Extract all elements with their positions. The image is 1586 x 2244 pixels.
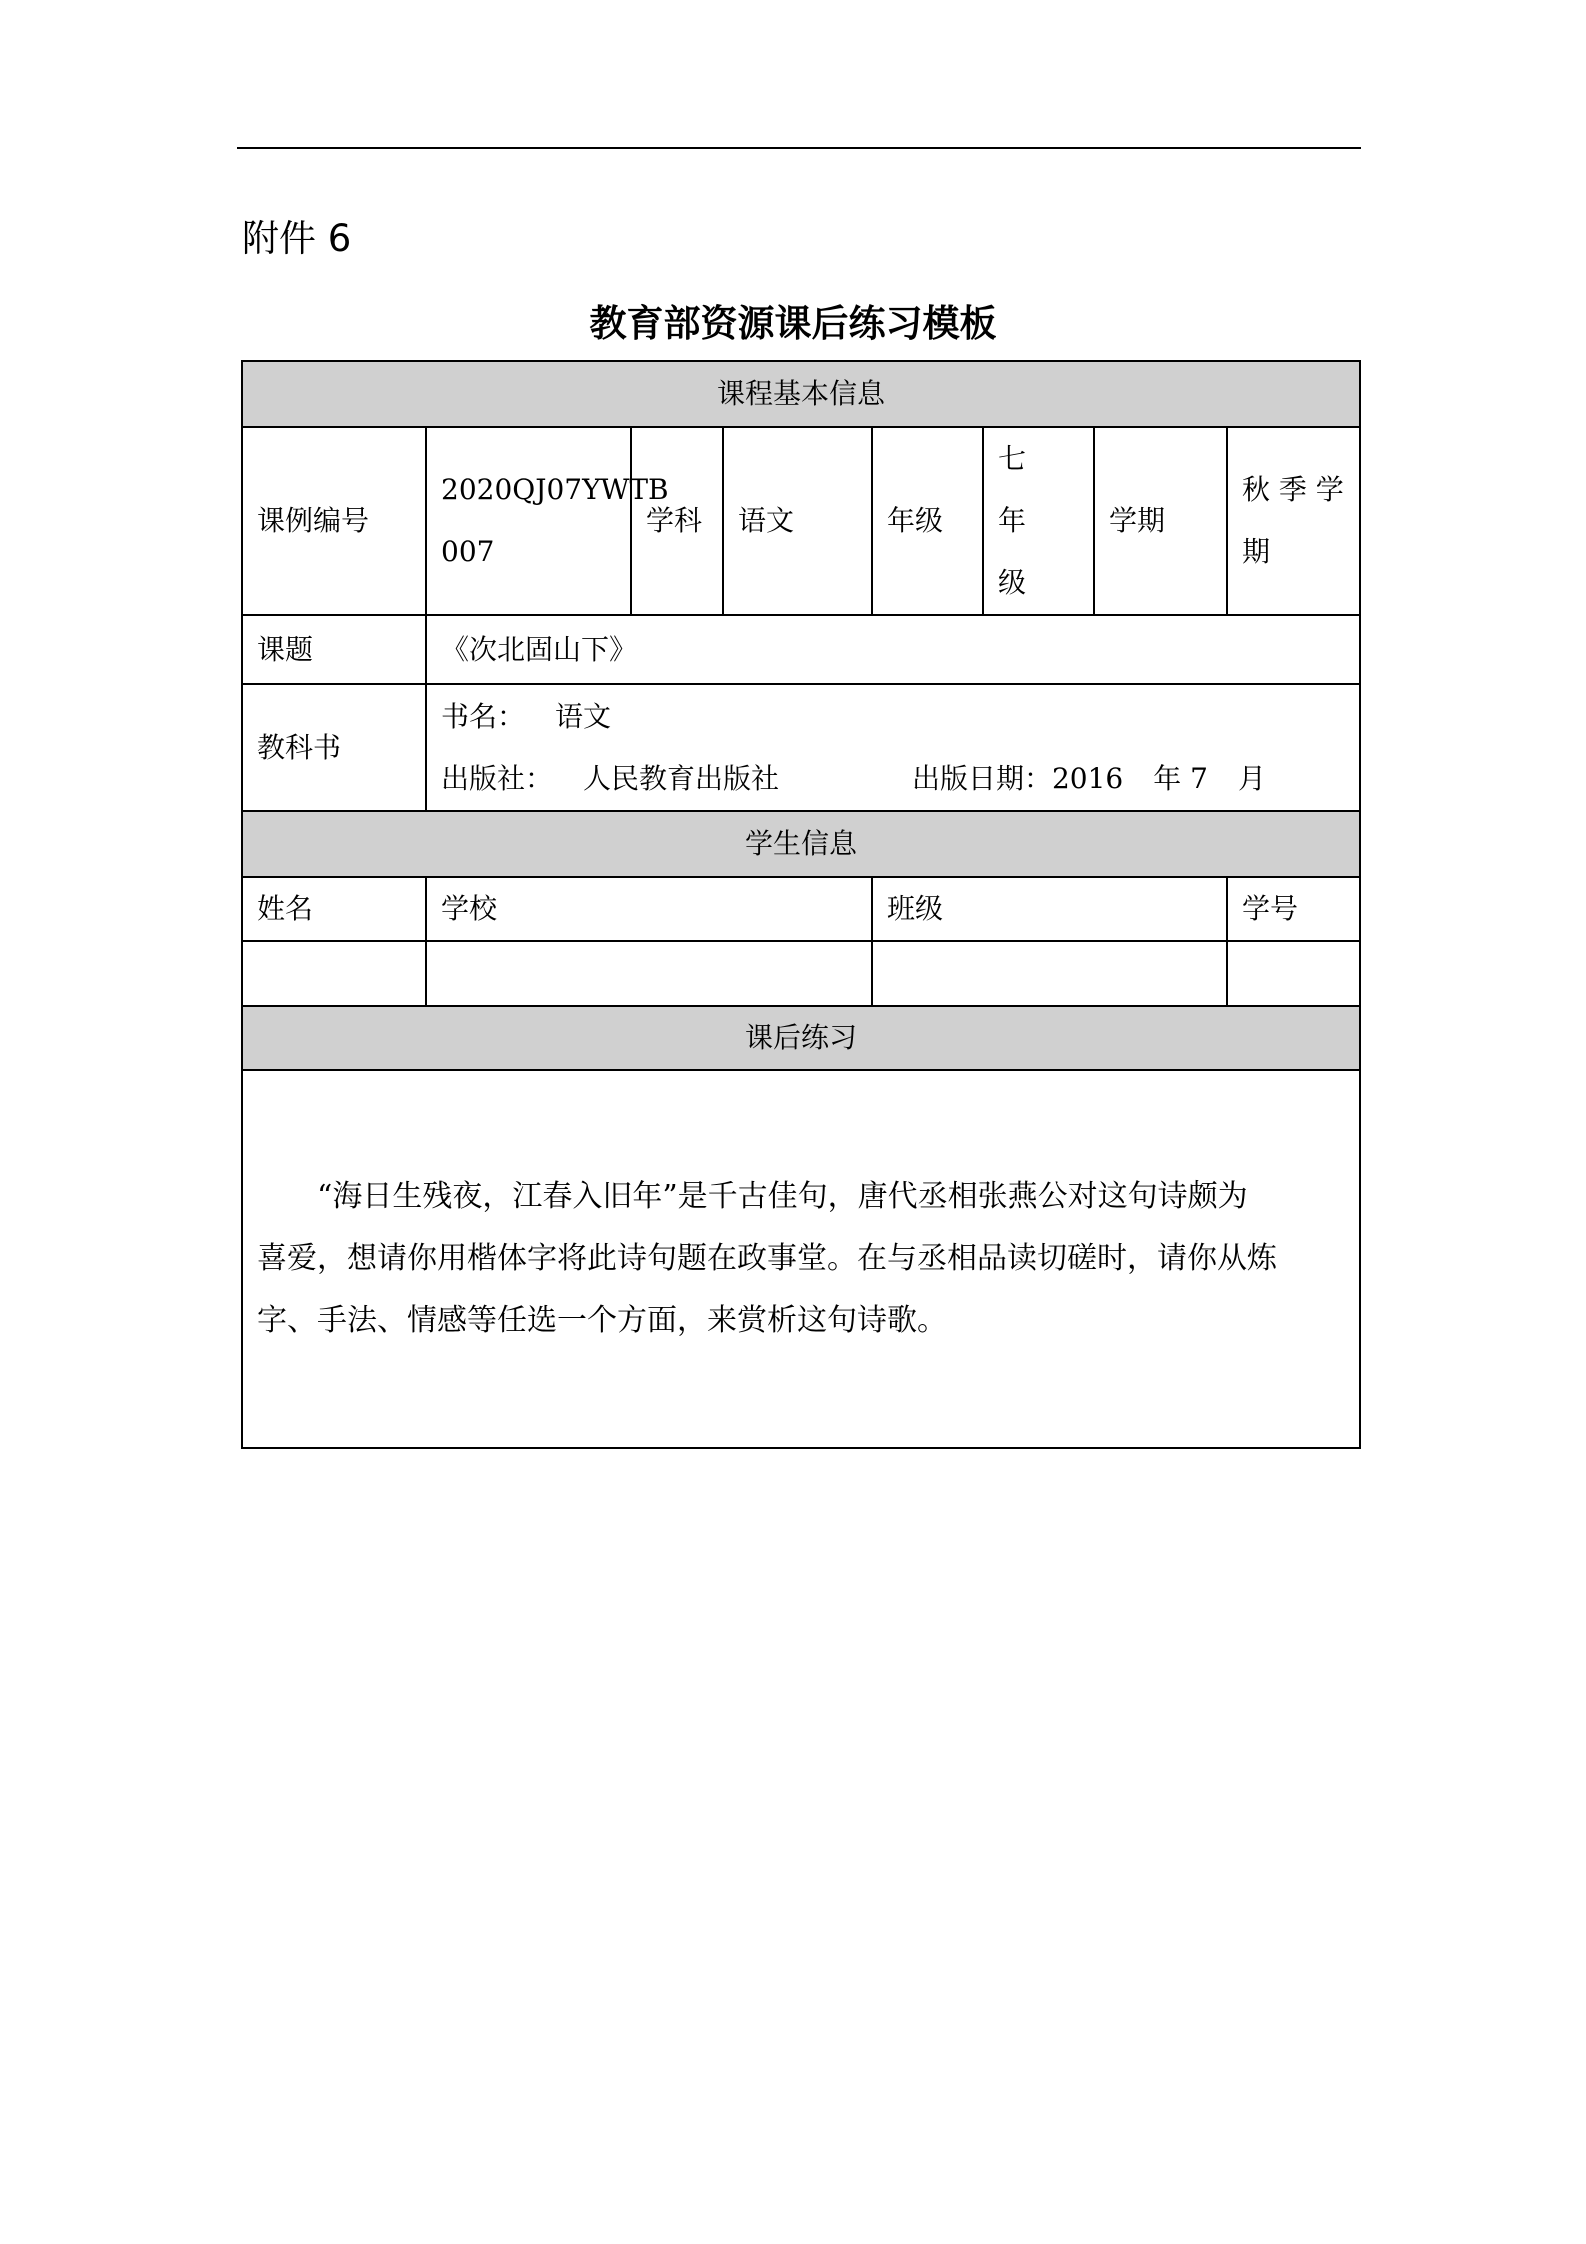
grade-value [983, 427, 1094, 615]
attachment-label: 附件 6 [242, 217, 352, 260]
term-line2: 期 [1242, 535, 1271, 568]
publisher-value: 人民教育出版社 [583, 761, 780, 795]
subject-label: 学科 [631, 427, 723, 615]
pub-month: 7 [1190, 761, 1208, 795]
month-char: 月 [1237, 761, 1266, 795]
header-rule [237, 147, 1361, 149]
textbook-label: 教科书 [242, 684, 426, 811]
book-name-label: 书名： [441, 699, 526, 733]
name-label: 姓名 [242, 877, 426, 941]
exercise-section-header: 课后练习 [242, 1006, 1360, 1070]
book-name-value: 语文 [555, 699, 612, 733]
publisher-line [441, 748, 1345, 810]
student-id-field[interactable] [1227, 941, 1360, 1006]
term-label: 学期 [1094, 427, 1227, 615]
school-label: 学校 [426, 877, 872, 941]
lesson-no-line2: 007 [441, 535, 495, 568]
year-char: 年 [1153, 761, 1182, 795]
lesson-no-value [426, 427, 669, 615]
class-field[interactable] [872, 941, 1227, 1006]
document-title: 教育部资源课后练习模板 [589, 302, 997, 345]
publisher-label: 出版社： [441, 761, 554, 795]
name-field[interactable] [242, 941, 426, 1006]
term-line1: 秋 季 学 [1242, 473, 1344, 506]
subject-value: 语文 [723, 427, 872, 615]
school-field[interactable] [426, 941, 872, 1006]
student-id-label: 学号 [1227, 877, 1360, 941]
student-info-section-header: 学生信息 [242, 811, 1360, 877]
course-info-section-header: 课程基本信息 [242, 361, 1360, 427]
exercise-line1: “海日生残夜，江春入旧年”是千古佳句，唐代丞相张燕公对这句诗颇为 [317, 1179, 1248, 1214]
pub-date-label: 出版日期： [911, 761, 1052, 795]
exercise-line2: 喜爱，想请你用楷体字将此诗句题在政事堂。在与丞相品读切磋时，请你从炼 [257, 1241, 1277, 1276]
pub-date [912, 748, 1266, 810]
pub-year: 2016 [1051, 761, 1124, 795]
grade-label: 年级 [872, 427, 983, 615]
lesson-no-line1: 2020QJ07YWTB [441, 473, 669, 506]
exercise-form-table [241, 360, 1361, 1449]
class-label: 班级 [872, 877, 1227, 941]
grade-line1: 七 年 [998, 442, 1055, 537]
textbook-details [426, 684, 1360, 811]
topic-label: 课题 [242, 615, 426, 684]
book-name-line [441, 686, 1345, 748]
term-value [1227, 427, 1360, 615]
exercise-line3: 字、手法、情感等任选一个方面，来赏析这句诗歌。 [257, 1303, 947, 1338]
topic-value: 《次北固山下》 [426, 615, 1360, 684]
grade-line2: 级 [998, 566, 1027, 599]
lesson-no-label: 课例编号 [242, 427, 426, 615]
exercise-prompt [242, 1070, 1360, 1448]
